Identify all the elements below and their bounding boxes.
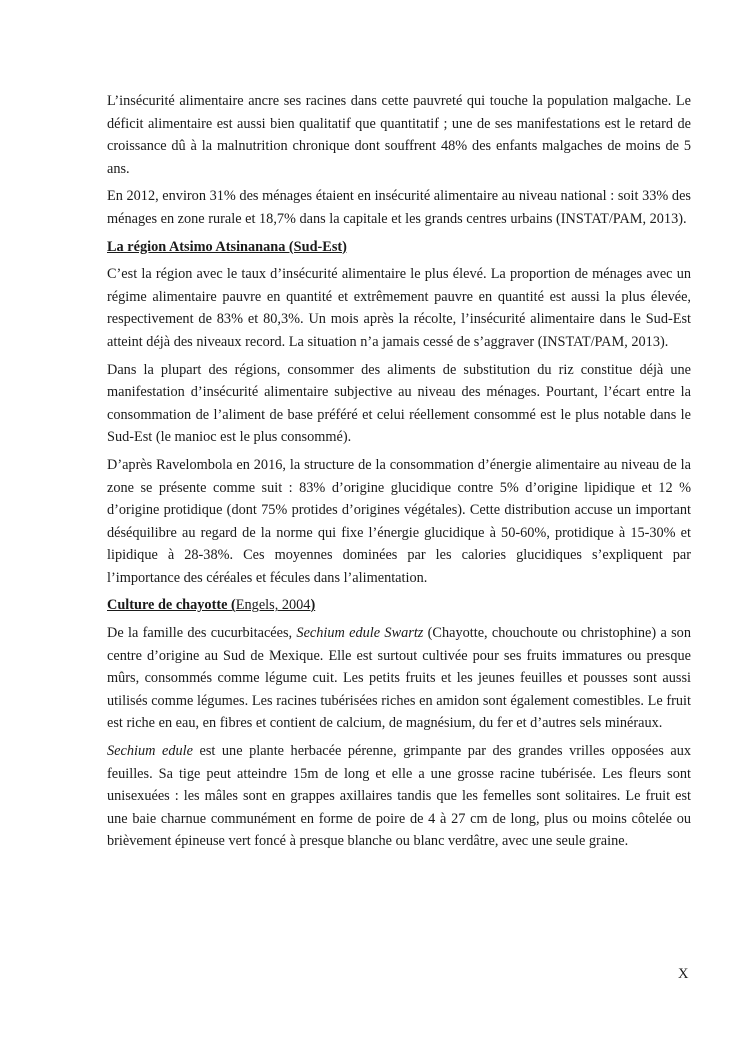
section-heading-close-paren: ) xyxy=(310,597,316,614)
paragraph-2012-statistics: En 2012, environ 31% des ménages étaient en insécurité alimentaire au niveau national : soit 33% des ménages en zone rurale et 18,7% dans la capitale et les grands centres urbains (INSTAT/PAM, 2013). xyxy=(107,188,691,227)
chayote-origin-rest: (Chayotte, chouchoute ou christophine) a son centre d’origine au Sud de Mexique. Elle est surtout cultivée pour ses fruits immatures ou presque mûrs, consommés comme légume cuit. Les petits fruits et les jeunes feuilles et pousses sont aussi utilisés comme légumes. Les racines tubérisées riches en amidon sont également comestibles. Le fruit est riche en eau, en fibres et contient de calcium, de magnésium, du fer et d’autres sels minéraux. xyxy=(107,625,691,732)
section-heading-open-paren: ( xyxy=(231,597,236,614)
chayote-origin-lead: De la famille des cucurbitacées, xyxy=(107,625,297,642)
page-body xyxy=(107,90,691,858)
paragraph-energy-consumption: D’après Ravelombola en 2016, la structure de la consommation d’énergie alimentaire au niveau de la zone se présente comme suit : 83% d’origine glucidique contre 5% d’origine lipidique et 12 % d’origine protidique (dont 75% protides d’origines végétales). Cette distribution accuse un important déséquilibre au regard de la norme qui fixe l’énergie glucidique à 50-60%, protidique à 15-30% et lipidique à 28-38%. Ces moyennes dominées par les calories glucidiques s’expliquent par l’importance des céréales et fécules dans l’alimentation. xyxy=(107,456,691,586)
section-heading-region-text: La région Atsimo Atsinanana (Sud-Est) xyxy=(107,238,347,255)
paragraph-chayote-origin xyxy=(107,622,691,735)
section-heading-chayote-title: Culture de chayotte xyxy=(107,597,232,614)
paragraph-region-description: C’est la région avec le taux d’insécurité alimentaire le plus élevé. La proportion de ménages avec un régime alimentaire pauvre en quantité et extrêmement pauvre en quantité est aussi la plus élevée, respectivement de 83% et 80,3%. Un mois après la récolte, l’insécurité alimentaire dans le Sud-Est atteint déjà des niveaux record. La situation n’a jamais cessé de s’aggraver (INSTAT/PAM, 2013). xyxy=(107,266,691,350)
paragraph-food-insecurity: L’insécurité alimentaire ancre ses racines dans cette pauvreté qui touche la population malgache. Le déficit alimentaire est aussi bien qualitatif que quantitatif ; une de ses manifestations est le retard de croissance dû à la malnutrition chronique dont souffrent 48% des enfants malgaches de moins de 5 ans. xyxy=(107,93,691,177)
species-name-full: Sechium edule Swartz xyxy=(296,625,424,642)
section-heading-chayote xyxy=(107,594,691,617)
chayote-botany-rest: est une plante herbacée pérenne, grimpante par des grandes vrilles opposées aux feuilles. Sa tige peut atteindre 15m de long et elle a une grosse racine tubérisée. Les fleurs sont unisexuées : les mâles sont en grappes axillaires tandis que les femelles sont solitaires. Le fruit est une baie charnue communément en forme de poire de 4 à 27 cm de long, plus ou moins côtelée ou brièvement épineuse vert foncé à presque blanche ou blanc verdâtre, avec une seule graine. xyxy=(107,743,691,850)
paragraph-chayote-botany xyxy=(107,740,691,853)
paragraph-substitution: Dans la plupart des régions, consommer des aliments de substitution du riz constitue déjà une manifestation d’insécurité alimentaire subjective au niveau des ménages. Pourtant, l’écart entre la consommation de l’aliment de base préféré et celui réellement consommé est le plus notable dans le Sud-Est (le manioc est le plus consommé). xyxy=(107,361,691,446)
species-name: Sechium edule xyxy=(107,743,193,760)
section-heading-citation: Engels, 2004 xyxy=(235,597,311,614)
page-number: X xyxy=(678,966,689,982)
section-heading-region xyxy=(107,236,691,259)
